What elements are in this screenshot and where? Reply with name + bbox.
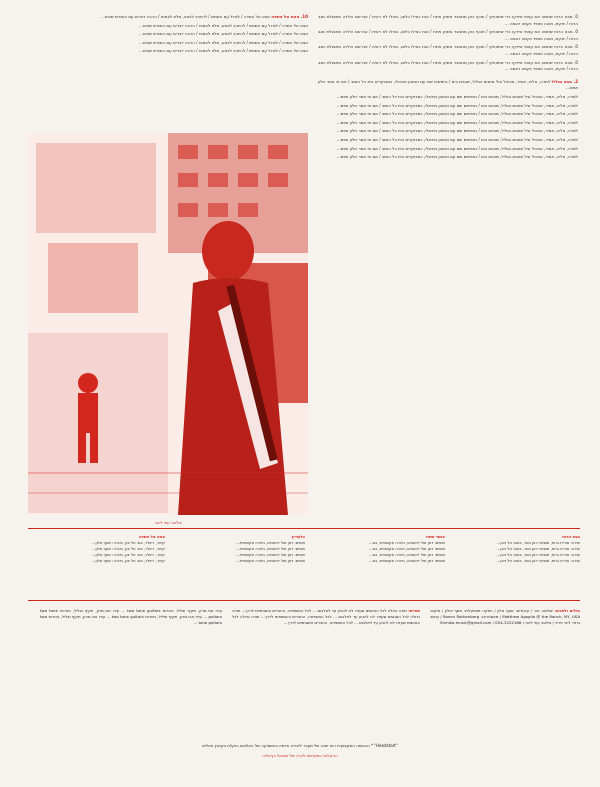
credits-col-4-heading: אצא אל השדה xyxy=(138,534,165,539)
production-credits xyxy=(430,608,580,733)
photo-band xyxy=(28,133,308,515)
lyrics-section-2-repeat-8: למדה, אליה, אמיר, אביגיל וגיל מתגים בגליל, שבנים בים / נחפשים שם עם ואמנון מיכאלי, כמבוקרים בית כל השוב / אם מי אמר חלון אפס... xyxy=(336,154,578,160)
credits-col-2 xyxy=(320,534,445,564)
footer-dedication: ההקלטה מוקדשת לזכרו של שמואל בן-אליה xyxy=(262,753,338,758)
credits-col-3-body: תופים: דאן פול דינאוויס, גיטרה אקוסטית... xyxy=(235,540,305,545)
lyrics-section-2-title: 2. מבט בגליל xyxy=(551,78,578,84)
thanks-body: תודה גדולה לכל האנשים שעזרו לנו להגיע עד לאלבום ... לכל המשפחה, החברים והשותפים לדרך... xyxy=(241,608,407,613)
credits-col-2-body: תופים: דאן פול דינאוויס, גיטרה אקוסטית, בס... xyxy=(368,540,445,545)
credits-col-3-body-2: תופים: דאן פול דינאוויס, גיטרה אקוסטית... xyxy=(235,546,305,551)
lyrics-section-10 xyxy=(28,14,308,21)
lyrics-section-2-body: למדה, אליה, אמיר, אביגיל וגיל מתגים בגליל, שבנים בים / נחפשים שם עם ואמנון מיכאלי, כמבוקרים בית כל השוב / אם מי אמר חלון אפס... xyxy=(318,78,578,91)
footer-note: "Headstart" * ההגזמה המקצועית היא ישנה של מעבר ליצירה חדשה והמוסיקה של האלבום הוקלט בקיבוץ צאלים xyxy=(202,743,398,748)
credits-col-1-heading: מבט הרוח xyxy=(562,534,580,539)
credits-col-2-body-3: תופים: דאן פול דינאוויס, גיטרה אקוסטית, בס... xyxy=(368,552,445,557)
thanks-block xyxy=(232,608,420,733)
credits-col-4-body-4: קיטר, ריוולר, בס: טל צון, גיטרה: אסף אלון... xyxy=(91,558,165,563)
lyrics-right-column xyxy=(318,14,578,524)
credits-col-2-body-2: תופים: דאן פול דינאוויס, גיטרה אקוסטית, בס... xyxy=(368,546,445,551)
lyrics-section-10-repeat-2: אצא אל השדה / לגדול עם השמש / להיטיב לבטא, מלא לצמוח / הרבה דברים עם השורש שבים... xyxy=(139,31,308,37)
lyrics-section-2-repeat-6: למדה, אליה, אמיר, אביגיל וגיל מתגים בגליל, שבנים בים / נחפשים שם עם ואמנון מיכאלי, כמבוקרים בית כל השוב / אם מי אמר חלון אפס... xyxy=(336,136,578,142)
lyrics-section-1-repeat: 0. מבט הרוח שתשה את עצמי איידעו כדי שתצחקי / תוכף כאן מתאבד מתוק פתח / ואת כאילו כלום, כאילו לא ראית / את שם הילדה מתנצלת מגב הרוח / יודעת, תוהה ותמיד נקמה דוגמה ... xyxy=(318,29,578,41)
production-credits-heading: מילים ולחנים: xyxy=(554,608,580,613)
thanks-body-3: תודה גדולה לכל האנשים שעזרו לנו להגיע עד לאלבום ... לכל המשפחה, החברים והשותפים לדרך... xyxy=(232,614,420,626)
musicians-block xyxy=(40,608,222,733)
credits-col-3-body-3: תופים: דאן פול דינאוויס, גיטרה אקוסטית... xyxy=(235,552,305,557)
credits-col-3-heading: בלעדייך xyxy=(291,534,305,539)
lyrics-section-10-body: אצא אל השדה / לגדול עם השמש / להיטיב לבטא, מלא לצמוח / הרבה דברים עם השורש שבים... xyxy=(101,14,270,19)
credits-col-3 xyxy=(180,534,305,564)
divider-bottom-credits xyxy=(28,600,580,601)
thanks-heading: תודות: xyxy=(408,608,420,613)
lyrics-section-1: 0. מבט הרוח שתשה את עצמי איידעו כדי שתצחקי / תוכף כאן מתאבד מתוק פתח / ואת כאילו כלום, כאילו לא ראית / את שם הילדה מתנצלת מגב הרוח / יודעת, תוהה ותמיד נקמה דוגמה ... xyxy=(318,14,578,26)
credits-col-1-body-4: שירה: אורית גרות, תופים: דאן בסר, באס: טל ניצן... xyxy=(496,558,580,563)
lyrics-section-2-repeat-7: למדה, אליה, אמיר, אביגיל וגיל מתגים בגליל, שבנים בים / נחפשים שם עם ואמנון מיכאלי, כמבוקרים בית כל השוב / אם מי אמר חלון אפס... xyxy=(336,145,578,151)
lyrics-section-2-repeat-3: למדה, אליה, אמיר, אביגיל וגיל מתגים בגליל, שבנים בים / נחפשים שם עם ואמנון מיכאלי, כמבוקרים בית כל השוב / אם מי אמר חלון אפס... xyxy=(336,111,578,117)
lyrics-section-2-repeat-2: למדה, אליה, אמיר, אביגיל וגיל מתגים בגליל, שבנים בים / נחפשים שם עם ואמנון מיכאלי, כמבוקרים בית כל השוב / אם מי אמר חלון אפס... xyxy=(336,102,578,108)
lyrics-section-2-repeat: למדה, אליה, אמיר, אביגיל וגיל מתגים בגליל, שבנים בים / נחפשים שם עם ואמנון מיכאלי, כמבוקרים בית כל השוב / אם מי אמר חלון אפס... xyxy=(336,93,578,99)
credits-col-1 xyxy=(455,534,580,564)
lyrics-left-top xyxy=(28,14,308,129)
musicians-body-3: עידו אבי-מרון, תקיף וצליל, גיטרות two tone guitars ... xyxy=(106,614,202,620)
production-credits-body: שלומה זהר / עיבודים: אסף אלון / הפקה מוסיקלית: אסף אילון / מיקס: Matthew Agoglia @ the Ranch, NY, USA / מאסטרינג: Ronen Rothenberg / עיצוב גרפי: ליהי פריד / צילום: עוזי לינכי / Shmika.music@gmail.com / 054-3222166 xyxy=(430,608,580,626)
lyrics-section-2 xyxy=(318,79,578,92)
credits-col-1-body-2: שירה: אורית גרות, תופים: דאן בסר, באס: טל ניצן... xyxy=(496,546,580,551)
thanks-body-2: תודה גדולה לכל האנשים שעזרו לנו להגיע עד לאלבום ... לכל המשפחה, החברים והשותפים לדרך... xyxy=(232,608,420,620)
credits-col-4 xyxy=(40,534,165,564)
credits-col-2-heading: אושר שחור xyxy=(425,534,445,539)
credits-col-1-body-3: שירה: אורית גרות, תופים: דאן בסר, באס: טל ניצן... xyxy=(496,552,580,557)
credits-col-4-body-3: קיטר, ריוולר, בס: טל צון, גיטרה: אסף אלון... xyxy=(91,552,165,557)
lyrics-section-10-repeat-3: אצא אל השדה / לגדול עם השמש / להיטיב לבטא, מלא לצמוח / הרבה דברים עם השורש שבים... xyxy=(139,39,308,45)
credits-col-4-body: קיטר, ריוולר, בס: טל צון, גיטרה: אסף אלון... xyxy=(91,540,165,545)
lyrics-section-10-repeat: אצא אל השדה / לגדול עם השמש / להיטיב לבטא, מלא לצמוח / הרבה דברים עם השורש שבים... xyxy=(139,22,308,28)
lyrics-section-1-repeat-2: 0. מבט הרוח שתשה את עצמי איידעו כדי שתצחקי / תוכף כאן מתאבד מתוק פתח / ואת כאילו כלום, כאילו לא ראית / את שם הילדה מתנצלת מגב הרוח / יודעת, תוהה ותמיד נקמה דוגמה ... xyxy=(318,44,578,56)
lyrics-section-2-repeat-4: למדה, אליה, אמיר, אביגיל וגיל מתגים בגליל, שבנים בים / נחפשים שם עם ואמנון מיכאלי, כמבוקרים בית כל השוב / אם מי אמר חלון אפס... xyxy=(336,119,578,125)
credits-col-3-body-4: תופים: דאן פול דינאוויס, גיטרה אקוסטית... xyxy=(235,558,305,563)
lyrics-section-1-repeat-3: 0. מבט הרוח שתשה את עצמי איידעו כדי שתצחקי / תוכף כאן מתאבד מתוק פתח / ואת כאילו כלום, כאילו לא ראית / את שם הילדה מתנצלת מגב הרוח / יודעת, תוהה ותמיד נקמה דוגמה ... xyxy=(318,59,578,72)
photo-caption: צילום: עוזי לינכי xyxy=(154,520,182,525)
musicians-body: עידו אבי-מרון, תקיף וצליל, גיטרות two tone guitars ... xyxy=(121,608,222,613)
lyrics-section-10-repeat-4: אצא אל השדה / לגדול עם השמש / להיטיב לבטא, מלא לצמוח / הרבה דברים עם השורש שבים... xyxy=(139,48,308,54)
musicians-body-4: עידו אבי-מרון, תקיף וצליל, גיטרות two tone guitars ... xyxy=(40,614,222,626)
lyrics-section-2-repeat-5: למדה, אליה, אמיר, אביגיל וגיל מתגים בגליל, שבנים בים / נחפשים שם עם ואמנון מיכאלי, כמבוקרים בית כל השוב / אם מי אמר חלון אפס... xyxy=(336,128,578,134)
photo-illustration xyxy=(28,133,308,515)
credits-col-1-body: שירה: אורית גרות, תופים: דאן בסר, באס: טל ניצן... xyxy=(496,540,580,545)
lyrics-section-10-title: 10. אצא אל השדה xyxy=(271,14,308,19)
musicians-body-2: עידו אבי-מרון, תקיף וצליל, גיטרות two tone guitars ... xyxy=(40,608,222,620)
divider-top-credits xyxy=(28,528,580,529)
credits-col-2-body-4: תופים: דאן פול דינאוויס, גיטרה אקוסטית, בס... xyxy=(368,558,445,563)
credits-col-4-body-2: קיטר, ריוולר, בס: טל צון, גיטרה: אסף אלון... xyxy=(91,546,165,551)
